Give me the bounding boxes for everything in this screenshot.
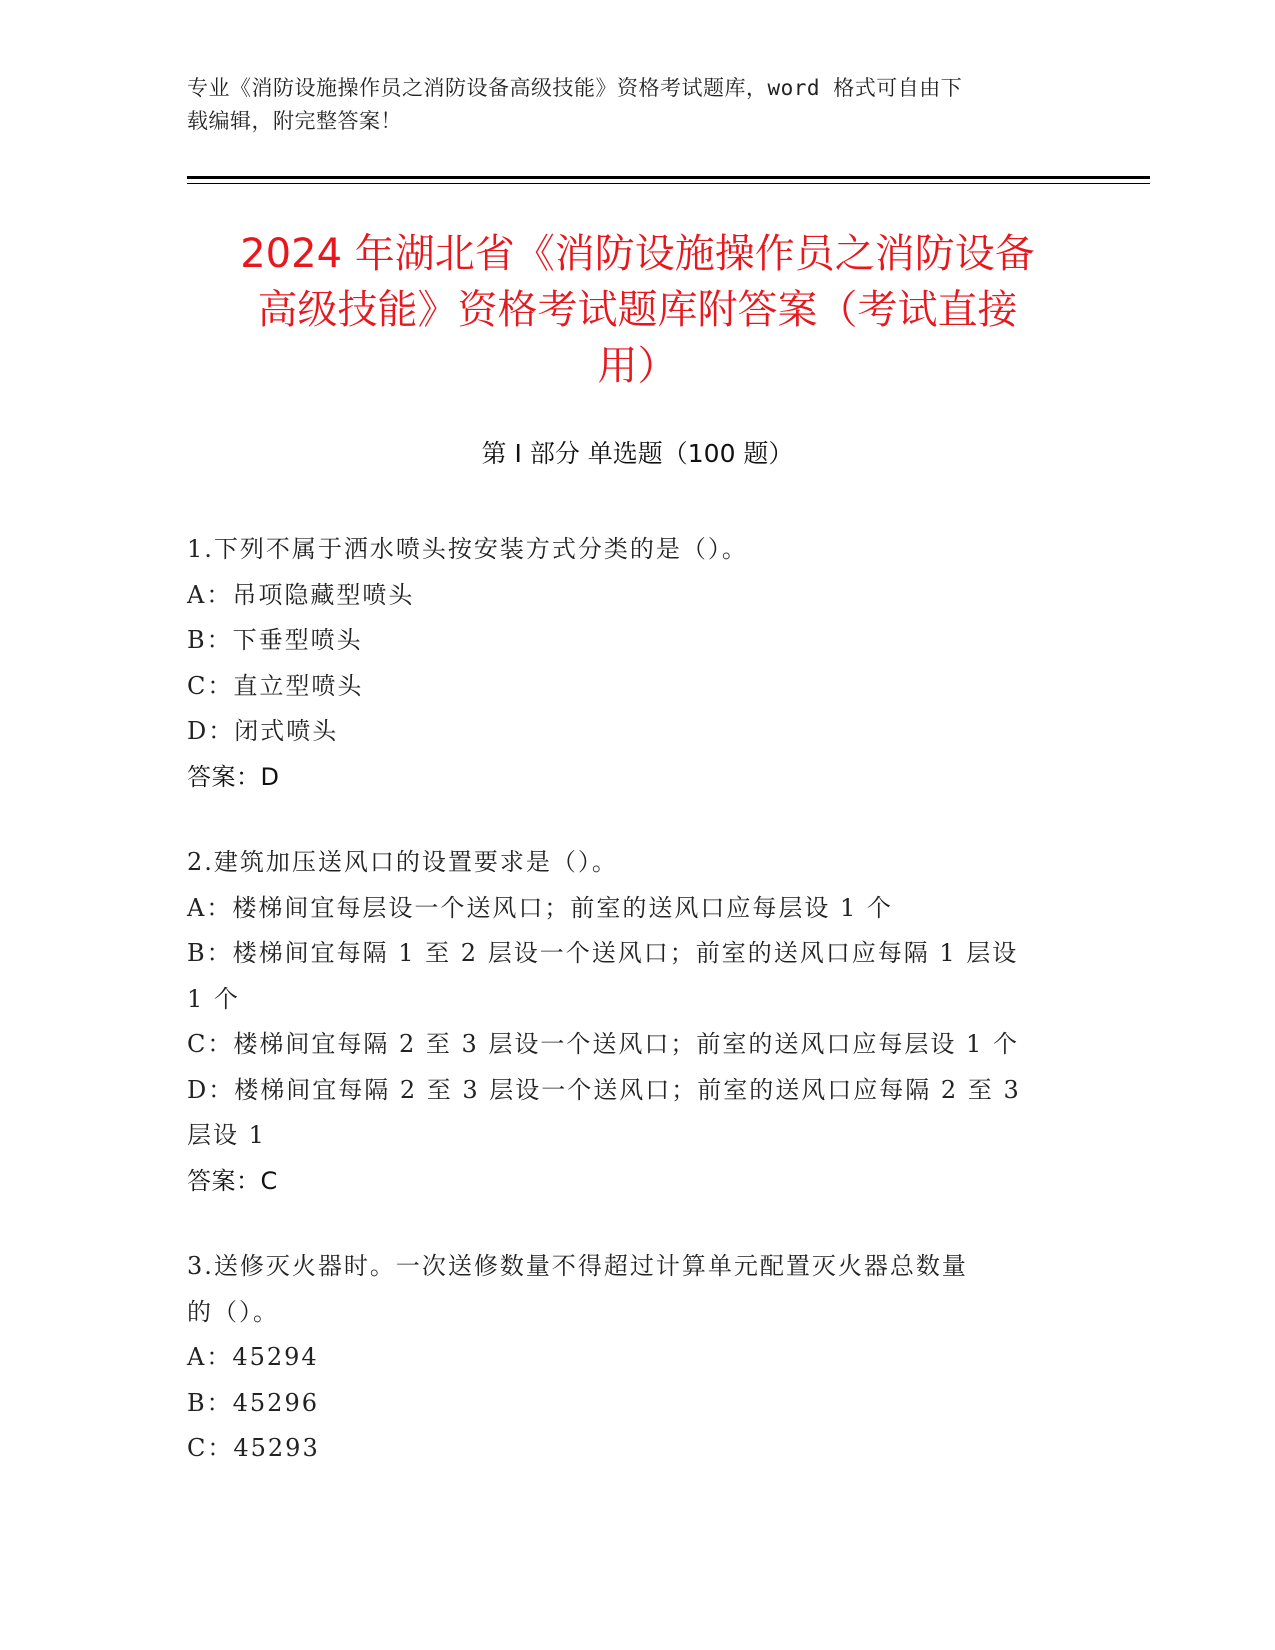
option-a [187, 886, 1087, 932]
option-a [187, 573, 1087, 619]
option-c [187, 664, 1087, 710]
title-line-2: 高级技能》资格考试题库附答案（考试直接 [257, 287, 1018, 333]
question-1 [187, 527, 1087, 800]
question-stem [187, 1244, 1087, 1335]
question-list [187, 527, 1087, 1512]
document-title [150, 226, 1125, 394]
question-3 [187, 1244, 1087, 1472]
section-heading: 第 I 部分 单选题（100 题） [481, 439, 794, 468]
option-text: A：45294 [187, 1343, 319, 1371]
header-rule-thin [187, 183, 1150, 184]
title-line-1: 2024 年湖北省《消防设施操作员之消防设备 [240, 231, 1035, 277]
option-d [187, 1068, 1087, 1159]
question-2 [187, 840, 1087, 1204]
option-text-continued: 层设 1 [187, 1121, 266, 1149]
option-text: C：楼梯间宜每隔 2 至 3 层设一个送风口；前室的送风口应每层设 1 个 [187, 1030, 1019, 1058]
option-text: B：下垂型喷头 [187, 626, 363, 654]
stem-line-continued: 的（）。 [187, 1297, 279, 1326]
answer: 答案：C [187, 1166, 278, 1195]
option-b [187, 1381, 1087, 1427]
stem-line: 3.送修灭火器时。一次送修数量不得超过计算单元配置灭火器总数量 [187, 1252, 968, 1280]
option-text-continued: 1 个 [187, 984, 240, 1013]
header-rule-thick [187, 176, 1150, 179]
option-text: B：楼梯间宜每隔 1 至 2 层设一个送风口；前室的送风口应每隔 1 层设 [187, 939, 1019, 967]
option-d [187, 709, 1087, 755]
option-text: D：闭式喷头 [187, 717, 339, 745]
header-note-line-1: 专业《消防设施操作员之消防设备高级技能》资格考试题库，word 格式可自由下 [187, 76, 963, 100]
stem-line: 1.下列不属于洒水喷头按安装方式分类的是（）。 [187, 535, 748, 563]
header-note [187, 72, 1067, 138]
option-text: A：楼梯间宜每层设一个送风口；前室的送风口应每层设 1 个 [187, 893, 893, 922]
question-stem [187, 840, 1087, 886]
stem-line: 2.建筑加压送风口的设置要求是（）。 [187, 848, 618, 876]
title-line-3: 用） [597, 343, 678, 389]
option-b [187, 618, 1087, 664]
option-text: C：45293 [187, 1434, 320, 1462]
option-text: A：吊项隐藏型喷头 [187, 580, 415, 609]
option-text: D：楼梯间宜每隔 2 至 3 层设一个送风口；前室的送风口应每隔 2 至 3 [187, 1075, 1021, 1104]
question-stem [187, 527, 1087, 573]
header-note-line-2: 载编辑，附完整答案！ [187, 109, 402, 133]
option-text: C：直立型喷头 [187, 671, 364, 700]
option-a [187, 1335, 1087, 1381]
option-b [187, 931, 1087, 1022]
option-c [187, 1426, 1087, 1472]
option-text: B：45296 [187, 1388, 319, 1417]
option-c [187, 1022, 1087, 1068]
answer: 答案：D [187, 762, 280, 791]
